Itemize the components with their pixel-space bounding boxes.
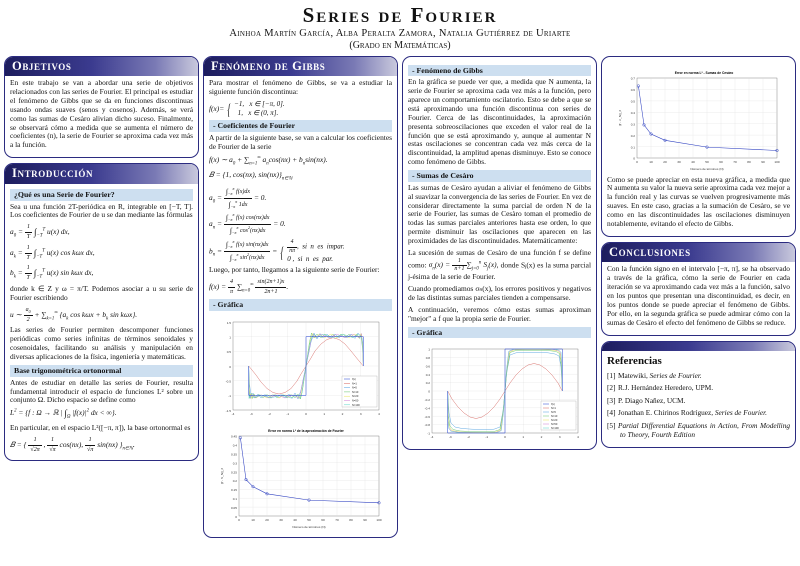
cesaro-def-post: , donde Sⱼ(x) es la suma parcial j-ésima de la serie de Fourier. [408, 260, 591, 282]
chart-error-l2-cesaro-svg [609, 64, 789, 176]
chart4-xticks [636, 160, 780, 164]
reference-text: Jonathan E. Chirinos Rodríguez, [618, 408, 715, 418]
formula-cesaro-sum: $\sigma_n(x)$ = $\frac{1}{n+1}$ $\sum_{j=0}^n$ $S_j(x)$ [428, 257, 497, 273]
poster-header [0, 0, 800, 52]
chart-fourier-square-wave-svg [211, 314, 391, 422]
svg-text:0: 0 [234, 514, 237, 519]
svg-text:-4: -4 [430, 435, 433, 440]
svg-text:0: 0 [237, 517, 240, 522]
svg-text:80: 80 [746, 159, 751, 164]
gibbs-exp-paragraph-5: A continuación, veremos cómo estas sumas aproximan "mejor" a f que la propia serie de Fourier. [408, 304, 591, 323]
section-introduccion [4, 163, 199, 461]
column-4 [601, 56, 796, 538]
svg-text:N=1: N=1 [351, 381, 357, 385]
svg-text:2: 2 [341, 411, 343, 416]
chart-error-l2-fourier-svg [211, 423, 391, 533]
section-gibbs-explicacion-body [403, 60, 596, 450]
section-referencias-body [602, 351, 795, 447]
intro-paragraph-1: Sea u una función 2T-periódica en R, integrable en [−T, T]. Los coeficientes de Fourier de u se dan mediante las fórmulas [10, 201, 193, 220]
gibbs-paragraph-2: A partir de la siguiente base, se van a calcular los coeficientes de Fourier de la serie [209, 133, 392, 151]
svg-text:4: 4 [377, 411, 380, 416]
svg-text:0.6: 0.6 [425, 364, 430, 369]
svg-text:0.5: 0.5 [630, 99, 635, 104]
svg-text:0: 0 [503, 435, 506, 440]
column-2 [203, 56, 398, 538]
formula-bk: $b_k$ = $\frac{1}{T}$ $\int_{-T}^T$ u(x) sin kωx dx, [10, 265, 94, 282]
svg-text:0.45: 0.45 [230, 434, 237, 439]
svg-text:30: 30 [676, 159, 681, 164]
gibbs-exp-paragraph-2: Las sumas de Cesàro ayudan a aliviar el fenómeno de Gibbs al suavizar la convergencia de las series de Fourier. En vez de considerar directamente la suma parcial de orden N de la serie de Fourier, las sumas de Cesàro toman el promedio de todas las sumas parciales anteriores hasta ese orden, lo que permite disminuir las oscilaciones que aparecen en las proximidades de las discontinuidades. Matemáticamente: [408, 182, 591, 246]
svg-text:20: 20 [662, 159, 667, 164]
gibbs-exp-subheading-grafica: - Gráfica [408, 327, 591, 339]
svg-text:-0.4: -0.4 [424, 406, 430, 411]
section-referencias-titlebar [602, 342, 795, 351]
poster-columns [0, 52, 800, 538]
svg-text:50: 50 [704, 159, 709, 164]
svg-text:100: 100 [375, 517, 382, 522]
svg-text:0.6: 0.6 [630, 87, 635, 92]
svg-text:0.7: 0.7 [630, 76, 635, 81]
degree-line: (Grado en Matemáticas) [349, 40, 451, 52]
svg-text:60: 60 [718, 159, 723, 164]
gibbs-paragraph-1: Para mostrar el fenómeno de Gibbs, se va a estudiar la siguiente función discontinua: [209, 78, 392, 97]
reference-number: [1] [607, 370, 616, 380]
svg-text:-3: -3 [249, 411, 253, 416]
svg-text:0: 0 [635, 159, 638, 164]
svg-text:f(x): f(x) [351, 377, 356, 381]
chart2-title: Error en norma L² de la aproximación de Fourier [267, 428, 344, 433]
gibbs-subheading-coeficientes: - Coeficientes de Fourier [209, 120, 392, 132]
chart4-title: Error en norma L² - Sumas de Cesàro [674, 70, 733, 75]
svg-text:-3: -3 [448, 435, 452, 440]
svg-text:-0.2: -0.2 [424, 398, 430, 403]
svg-text:0: 0 [304, 411, 307, 416]
svg-text:N=5: N=5 [351, 386, 357, 390]
svg-text:1: 1 [521, 435, 524, 440]
svg-text:70: 70 [732, 159, 737, 164]
chart1-xticks [231, 412, 380, 416]
author-list: Ainhoa Martín García, Alba Peralta Zamora, Natalia Gutiérrez de Uriarte [229, 28, 571, 40]
svg-text:0.5: 0.5 [226, 349, 231, 354]
list-item [607, 371, 790, 380]
formula-ak: $a_k$ = $\frac{1}{T}$ $\int_{-T}^T$ u(x) cos kωx dx, [10, 244, 95, 261]
svg-text:-1: -1 [484, 435, 488, 440]
reference-number: [4] [607, 408, 616, 418]
formula-final-fourier-series: f(x) = $\frac{4}{\pi}$ $\sum_{n=0}^\infty$ $\frac{\sin(2n+1)x}{2n+1}$ . [209, 279, 289, 296]
section-introduccion-body [5, 184, 198, 460]
objetivos-paragraph: En este trabajo se van a abordar una serie de objetivos relacionados con las series de Fourier. El principal es estudiar el fenómeno de Gibbs que se da en funciones discontinuas usando ondas suaves (senos y cosenos). Además, se verá como las sumas de Cesàro alivian dicho suceso. Finalmente, se observará cómo a medida que se aumenta el número de coeficientes (n), la serie de Fourier se aproxima cada vez más a la función. [10, 78, 193, 150]
svg-text:1: 1 [427, 348, 430, 353]
section-cesaro-resultados-body [602, 60, 795, 236]
gibbs-paragraph-3: Luego, por tanto, llegamos a la siguiente serie de Fourier: [209, 265, 380, 275]
reference-text: Matewiki, [618, 370, 650, 380]
svg-text:-1: -1 [285, 411, 289, 416]
section-introduccion-title: Introducción [5, 164, 198, 184]
svg-text:-1.5: -1.5 [225, 408, 231, 413]
section-gibbs-explicacion [402, 56, 597, 451]
list-item [607, 383, 790, 392]
formula-fourier-series: u ∼ $\frac{a_0}{2}$ + $\sum_{k=1}^\infty$ {$a_k$ $\cos k\omega x + b_k$ sin kωx}. [10, 306, 138, 323]
svg-text:N=20: N=20 [550, 419, 557, 423]
intro-paragraph-3: Las series de Fourier permiten descomponer funciones periódicas como series infinitas de términos senoidales y cosenoidales, facilitando su análisis y manipulación en diversas aplicaciones de la física, ingeniería y matemáticas. [10, 325, 193, 362]
section-fenomeno-gibbs [203, 56, 398, 538]
section-cesaro-resultados [601, 56, 796, 237]
svg-text:N=10: N=10 [550, 415, 557, 419]
svg-text:N=20: N=20 [351, 394, 358, 398]
svg-text:2: 2 [540, 435, 542, 440]
chart1-yticks [225, 320, 231, 412]
chart4-xlabel: Número de términos (N) [689, 166, 724, 171]
reference-list [607, 371, 790, 440]
svg-text:1: 1 [322, 411, 325, 416]
chart-error-l2-cesaro [607, 63, 790, 176]
chart3-xticks [430, 435, 579, 439]
svg-text:10: 10 [250, 517, 255, 522]
reference-title: Series de Fourier. [649, 370, 702, 380]
chart-error-l2-fourier [209, 422, 392, 533]
svg-text:0.15: 0.15 [230, 487, 237, 492]
chart4-ylabel: ||f - σ_N||_2 [617, 109, 622, 126]
reference-title: Partial Differential Equations in Action, From Modelling to Theory, Fourth Edition [618, 421, 790, 440]
svg-text:0.4: 0.4 [630, 110, 635, 115]
formula-orthonormal-basis: 𝐵 = { $\frac{1}{√2\pi}$ , $\frac{1}{√\pi}$ cos(nx), $\frac{1}{√\pi}$ sin(nx) }$_{n\in ℕ}$. [10, 436, 135, 453]
svg-text:4: 4 [576, 435, 579, 440]
svg-text:-0.8: -0.8 [424, 423, 430, 428]
svg-text:1: 1 [228, 334, 231, 339]
formula-a0-gibbs: $a_0$ = $\frac{\int_{-\pi}^\pi f(x)dx}{\int_{-\pi}^\pi 1dx}$ = 0. [209, 185, 267, 209]
svg-text:N=5: N=5 [550, 411, 556, 415]
svg-text:0.2: 0.2 [232, 478, 237, 483]
referencias-heading: Referencias [607, 354, 662, 367]
gibbs-exp-paragraph-3 [408, 249, 591, 282]
svg-text:1.5: 1.5 [226, 320, 231, 325]
svg-text:f(x): f(x) [550, 403, 555, 407]
svg-text:10: 10 [648, 159, 653, 164]
svg-text:0.4: 0.4 [232, 443, 237, 448]
svg-text:0.2: 0.2 [425, 381, 430, 386]
svg-text:3: 3 [359, 411, 362, 416]
chart1-legend [342, 376, 377, 407]
page-title: Series de Fourier [302, 3, 498, 27]
svg-text:-1: -1 [426, 432, 430, 437]
svg-text:0.1: 0.1 [630, 144, 635, 149]
svg-text:70: 70 [334, 517, 339, 522]
section-referencias [601, 341, 796, 448]
conclusiones-paragraph: Con la función signo en el intervalo [−π, π], se ha observado a través de la gráfica, cómo la serie de Fourier en cada iteración se va aproximando cada vez más a la función, salvo en los puntos que presentan una discontinuidad, es decir, en los puntos donde se puede apreciar el fenómeno de Gibbs. Por ello, en la segunda gráfica se puede admirar cómo con la sumas de Cesàro el efecto del fenómeno de Gibbs se reduce. [607, 264, 790, 327]
gibbs-exp-subheading-2: - Sumas de Cesàro [408, 170, 591, 182]
svg-text:0.35: 0.35 [230, 452, 237, 457]
chart2-grid [239, 436, 379, 516]
intro-paragraph-2: donde k ∈ Z y ω = π/T. Podemos asociar a u su serie de Fourier escribiendo [10, 284, 193, 302]
formula-l2-space: $L^2 = \{f$ : Ω → ℝ | $\int_\Omega$ $|f(x)|^2$ dx < ∞}. [10, 408, 117, 420]
svg-text:-1: -1 [227, 393, 231, 398]
formula-f-series: f(x) ∼ $a_0 + \sum_{n=1}^\infty$ $a_n\cos(nx) + b_n\sin(nx)$. [209, 154, 328, 167]
chart3-yticks [424, 348, 430, 436]
formula-a0: $a_0$ = $\frac{1}{T}$ $\int_{-T}^T$ u(x) dx, [10, 224, 70, 241]
formula-basis-B: 𝐵 = {1, cos(nx), $\sin(nx)\}_{n\in ℕ}$ [209, 170, 293, 182]
chart4-yticks [630, 76, 635, 160]
section-objetivos-body [5, 76, 198, 157]
chart2-yticks [230, 434, 236, 518]
intro-subheading-1: ¿Qué es una Serie de Fourier? [10, 189, 193, 201]
svg-text:-0.5: -0.5 [225, 378, 231, 383]
svg-text:90: 90 [362, 517, 367, 522]
chart2-xticks [238, 518, 382, 522]
chart-cesaro-square-wave-svg [410, 341, 590, 445]
svg-text:0.8: 0.8 [425, 356, 430, 361]
cesaro-def-pre: La sucesión de sumas de Cesàro de una función f se define como: [408, 247, 591, 270]
reference-number: [5] [607, 421, 616, 431]
formula-piecewise-f: f(x)= { −1, x ∈ [−π, 0]. 1, x ∈ (0, π]. [209, 99, 285, 120]
svg-text:-0.6: -0.6 [424, 415, 430, 420]
svg-text:N=50: N=50 [351, 399, 358, 403]
svg-text:0: 0 [228, 364, 231, 369]
section-fenomeno-gibbs-body [204, 76, 397, 536]
svg-text:40: 40 [690, 159, 695, 164]
svg-text:90: 90 [760, 159, 765, 164]
gibbs-exp-paragraph-1: En la gráfica se puede ver que, a medida que N aumenta, la serie de Fourier se aproxima cada vez más a la función, pero aparece un comportamiento oscilatorio. Esto se debe a que se está aproximando una función discontinua con series de Fourier. Cerca de las discontinuidades, la aproximación presenta sobreoscilaciones que exceden el valor real de la función que se está aproximando y, aunque al aumentar N estas oscilaciones se concentran cada vez más cerca de la discontinuidad, la amplitud apenas disminuye. Esto se conoce como fenómeno de Gibbs. [408, 77, 591, 167]
svg-text:N=100: N=100 [550, 427, 559, 431]
chart2-xlabel: Número de términos (N) [291, 524, 326, 529]
list-item [607, 396, 790, 405]
svg-text:0.25: 0.25 [230, 469, 237, 474]
intro-paragraph-5: En particular, en el espacio L²([−π, π]), la base ortonormal es [10, 422, 191, 432]
svg-text:0.05: 0.05 [230, 505, 237, 510]
svg-text:0.4: 0.4 [425, 373, 430, 378]
svg-text:N=10: N=10 [351, 390, 358, 394]
intro-paragraph-4: Antes de estudiar en detalle las series de Fourier, resulta fundamental introducir el espacio de funciones L² sobre un conjunto Ω. Dicho espacio se define como [10, 377, 193, 405]
section-conclusiones [601, 242, 796, 336]
reference-text: P. Diago Nañez, UCM. [618, 395, 686, 405]
svg-text:40: 40 [292, 517, 297, 522]
cesaro-paragraph-1: Como se puede apreciar en esta nueva gráfica, a medida que N aumenta su valor la nueva serie aproxima cada vez mejor a la función real y las curvas se vuelven progresivamente más suaves. En este caso, gracias a la sumación de Cesàro, se ve como en las discontinuidades las oscilaciones disminuyen notablemente, evitando el efecto de Gibbs. [607, 174, 790, 228]
svg-text:N=1: N=1 [550, 407, 556, 411]
chart-fourier-square-wave [209, 313, 392, 422]
svg-text:-4: -4 [231, 411, 234, 416]
gibbs-exp-subheading-1: - Fenómeno de Gibbs [408, 65, 591, 77]
reference-number: [3] [607, 395, 616, 405]
list-item [607, 408, 790, 417]
intro-subheading-2: Base trigonométrica ortonormal [10, 365, 193, 377]
section-conclusiones-title: Conclusiones [602, 243, 795, 263]
svg-text:3: 3 [558, 435, 561, 440]
formula-bn-gibbs: $b_n$ = $\frac{\int_{-\pi}^\pi f(x) \sin(nx)dx}{\int_{-\pi}^\pi \sin^2(nx)dx}$ = { $\frac{4}{n\pi}$ , si n es impar. 0 , si n es par. [209, 239, 345, 264]
svg-text:0.1: 0.1 [232, 496, 237, 501]
svg-text:50: 50 [306, 517, 311, 522]
svg-text:-2: -2 [466, 435, 470, 440]
svg-text:100: 100 [773, 159, 780, 164]
section-fenomeno-gibbs-title: Fenómeno de Gibbs [204, 57, 397, 77]
chart2-ylabel: ||f - S_N||_2 [219, 467, 224, 484]
reference-number: [2] [607, 383, 616, 393]
chart3-legend [541, 401, 576, 430]
svg-text:0: 0 [427, 390, 430, 395]
svg-text:80: 80 [348, 517, 353, 522]
gibbs-subheading-grafica: - Gráfica [209, 299, 392, 311]
svg-text:0.3: 0.3 [232, 460, 237, 465]
svg-text:60: 60 [320, 517, 325, 522]
section-conclusiones-body [602, 262, 795, 334]
reference-title: Series de Fourier. [714, 408, 767, 418]
column-1 [4, 56, 199, 538]
reference-text: R.J. Hernández Heredero, UPM. [618, 383, 714, 393]
svg-text:0: 0 [632, 156, 635, 161]
formula-an-gibbs: $a_n$ = $\frac{\int_{-\pi}^\pi f(x) \cos(nx)dx}{\int_{-\pi}^\pi \cos^2(nx)dx}$ = 0. [209, 212, 286, 236]
chart-cesaro-square-wave [408, 340, 591, 445]
svg-text:N=50: N=50 [550, 423, 557, 427]
svg-text:0.2: 0.2 [630, 133, 635, 138]
svg-text:30: 30 [278, 517, 283, 522]
svg-text:-2: -2 [267, 411, 271, 416]
svg-text:N=100: N=100 [351, 403, 360, 407]
gibbs-exp-paragraph-4: Cuando promediamos σₙ(x), los errores positivos y negativos de las distintas sumas parciales tienden a compensarse. [408, 284, 591, 303]
list-item [607, 421, 790, 439]
svg-text:20: 20 [264, 517, 269, 522]
column-3 [402, 56, 597, 538]
svg-text:0.3: 0.3 [630, 122, 635, 127]
section-objetivos [4, 56, 199, 159]
section-objetivos-title: Objetivos [5, 57, 198, 77]
